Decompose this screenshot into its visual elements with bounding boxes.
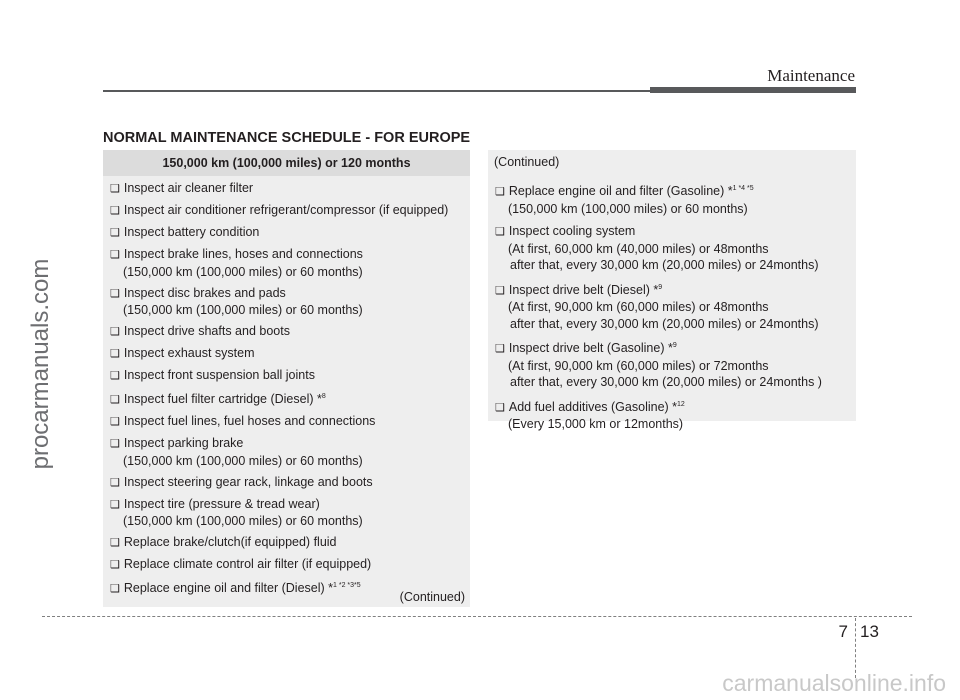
- checkbox-icon: ❑: [110, 537, 120, 549]
- checklist-item: [110, 474, 466, 492]
- checklist-item-detail: (At first, 60,000 km (40,000 miles) or 48months: [508, 241, 769, 256]
- checklist-item-line: [110, 389, 466, 409]
- checkbox-icon: ❑: [110, 476, 120, 489]
- checklist-item-text: Inspect fuel lines, fuel hoses and connections: [123, 414, 376, 428]
- checklist-item: [110, 323, 466, 341]
- checklist-item: [495, 338, 852, 391]
- interval-heading: 150,000 km (100,000 miles) or 120 months: [103, 150, 470, 176]
- header-rule: [103, 90, 650, 92]
- checkbox-icon: ❑: [110, 370, 120, 382]
- checklist-item-detail: after that, every 30,000 km (20,000 miles) or 24months ): [510, 375, 822, 389]
- checkbox-icon: ❑: [110, 498, 120, 511]
- checklist-item: [495, 181, 852, 217]
- checklist-item-text: Inspect drive belt (Gasoline) *: [508, 341, 673, 355]
- checklist-item-detail: (150,000 km (100,000 miles) or 60 months): [123, 514, 363, 528]
- checkbox-icon: ❑: [110, 326, 120, 338]
- checklist-item: [495, 397, 852, 433]
- checklist-item-line: [110, 285, 466, 303]
- checkbox-icon: ❑: [110, 438, 120, 450]
- checkbox-icon: ❑: [110, 183, 120, 195]
- checklist-item: [110, 435, 466, 469]
- checklist-item-text: Inspect exhaust system: [123, 346, 255, 360]
- checklist-item-line: [110, 534, 466, 552]
- checkbox-icon: ❑: [495, 284, 505, 297]
- checklist-item-detail: (150,000 km (100,000 miles) or 60 months): [508, 201, 748, 216]
- checkbox-icon: ❑: [110, 559, 120, 571]
- checklist-item-detail: (150,000 km (100,000 miles) or 60 months): [123, 264, 363, 279]
- checklist-item-line: [495, 397, 852, 417]
- checklist-item-detail: after that, every 30,000 km (20,000 miles) or 24months): [510, 258, 819, 272]
- checkbox-icon: ❑: [495, 343, 505, 355]
- bottom-watermark: carmanualsonline.info: [722, 670, 946, 696]
- checklist-item-line: [110, 367, 466, 385]
- page-header-title: Maintenance: [767, 66, 855, 85]
- checklist-item: [495, 223, 852, 274]
- section-title: NORMAL MAINTENANCE SCHEDULE - FOR EUROPE: [103, 130, 471, 146]
- checklist-item-detail: (Every 15,000 km or 12months): [508, 417, 684, 431]
- checklist-item-line: [110, 556, 466, 574]
- checklist-item-line: [110, 474, 466, 492]
- checklist-item-text: Inspect battery condition: [123, 225, 260, 239]
- left-item-list: [110, 180, 466, 602]
- checklist-item-text: Inspect air cleaner filter: [123, 181, 254, 195]
- checklist-item-text: Inspect brake lines, hoses and connections: [123, 247, 363, 261]
- checklist-item-detail: (At first, 90,000 km (60,000 miles) or 48months: [508, 300, 769, 314]
- checkbox-icon: ❑: [110, 394, 120, 406]
- footer-rule: [42, 616, 912, 617]
- checklist-item-text: Inspect air conditioner refrigerant/compressor (if equipped): [123, 203, 449, 217]
- footnote-ref: 1 *2 *3*5: [333, 582, 361, 589]
- checklist-item-line: [110, 202, 466, 220]
- schedule-box-left: [103, 150, 470, 607]
- chapter-number: 7: [838, 622, 848, 641]
- checkbox-icon: ❑: [110, 227, 120, 239]
- checklist-item: [110, 534, 466, 552]
- footnote-ref: 9: [658, 283, 663, 291]
- checkbox-icon: ❑: [495, 226, 505, 238]
- checklist-item-text: Replace climate control air filter (if equipped): [123, 557, 372, 571]
- checklist-item-detail: (At first, 90,000 km (60,000 miles) or 72months: [508, 358, 769, 373]
- checklist-item: [110, 180, 466, 198]
- checklist-item: [495, 280, 852, 333]
- checklist-item-text: Inspect fuel filter cartridge (Diesel) *: [123, 392, 322, 406]
- checklist-item: [110, 367, 466, 385]
- checkbox-icon: ❑: [110, 249, 120, 261]
- checkbox-icon: ❑: [110, 205, 120, 217]
- checkbox-icon: ❑: [110, 287, 120, 300]
- checklist-item: [110, 285, 466, 319]
- checklist-item: [110, 413, 466, 431]
- checklist-item-text: Inspect drive shafts and boots: [123, 324, 290, 338]
- checkbox-icon: ❑: [110, 583, 120, 595]
- page-divider: [855, 618, 856, 678]
- checklist-item-line: [110, 224, 466, 242]
- checklist-item-line: [110, 345, 466, 363]
- checklist-item-text: Inspect drive belt (Diesel) *: [508, 282, 659, 297]
- footnote-ref: 9: [672, 342, 677, 349]
- checklist-item: [110, 389, 466, 409]
- checklist-item-text: Inspect parking brake: [123, 436, 244, 450]
- checklist-item-text: Replace brake/clutch(if equipped) fluid: [123, 535, 337, 549]
- continued-label: (Continued): [399, 590, 465, 604]
- checklist-item-text: Add fuel additives (Gasoline) *: [508, 399, 678, 414]
- schedule-box-right: [488, 150, 856, 431]
- checklist-item-detail: after that, every 30,000 km (20,000 miles) or 24months): [510, 316, 819, 331]
- checklist-item-line: [110, 413, 466, 431]
- checklist-item-text: Replace engine oil and filter (Gasoline) *: [508, 184, 733, 198]
- checklist-item-line: [110, 323, 466, 341]
- checkbox-icon: ❑: [495, 401, 505, 414]
- footnote-ref: 12: [677, 400, 685, 408]
- checklist-item-text: Replace engine oil and filter (Diesel) *: [123, 581, 334, 595]
- checklist-item-detail: (150,000 km (100,000 miles) or 60 months): [123, 303, 363, 317]
- checklist-item-text: Inspect steering gear rack, linkage and boots: [123, 474, 373, 489]
- checklist-item: [110, 496, 466, 530]
- checklist-item: [110, 345, 466, 363]
- checklist-item: [110, 202, 466, 220]
- continued-label: (Continued): [494, 155, 560, 169]
- checklist-item-text: Inspect front suspension ball joints: [123, 368, 315, 382]
- checklist-item-text: Inspect disc brakes and pads: [123, 285, 286, 300]
- checklist-item-line: [495, 338, 852, 358]
- checkbox-icon: ❑: [495, 186, 505, 198]
- checklist-item-line: [495, 280, 852, 300]
- checklist-item-text: Inspect cooling system: [508, 224, 636, 238]
- side-watermark: procarmanuals.com: [27, 258, 54, 470]
- header-accent-bar: [650, 87, 856, 93]
- checklist-item-line: [495, 223, 852, 241]
- checklist-item-line: [110, 435, 466, 453]
- checklist-item-line: [110, 180, 466, 198]
- page-number: 13: [860, 622, 879, 641]
- checklist-item-line: [495, 181, 852, 201]
- checklist-item-line: [110, 496, 466, 514]
- right-item-list: [495, 181, 852, 439]
- checklist-item-line: [110, 246, 466, 264]
- checklist-item: [110, 556, 466, 574]
- footnote-ref: 1 *4 *5: [732, 185, 754, 192]
- footnote-ref: 8: [321, 393, 326, 400]
- checkbox-icon: ❑: [110, 348, 120, 360]
- checklist-item: [110, 224, 466, 242]
- checklist-item: [110, 246, 466, 280]
- checkbox-icon: ❑: [110, 416, 120, 428]
- checklist-item-detail: (150,000 km (100,000 miles) or 60 months): [123, 453, 363, 468]
- checklist-item-text: Inspect tire (pressure & tread wear): [123, 496, 320, 511]
